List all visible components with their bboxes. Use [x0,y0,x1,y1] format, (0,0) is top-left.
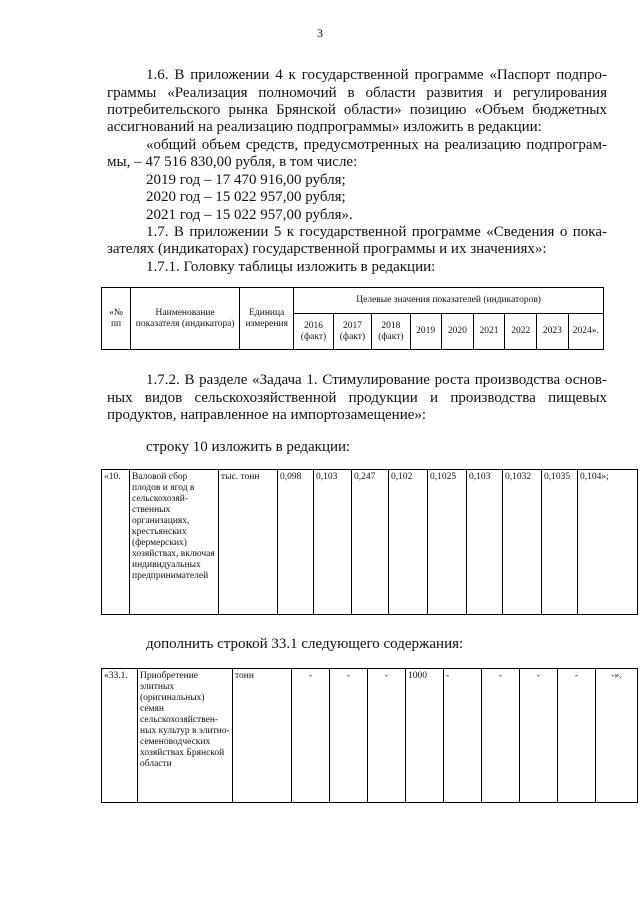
text-line: продуктов, направленное на импортозамещение»: [107,407,427,423]
row33-value: - [558,669,596,803]
row33-intro: дополнить строкой 33.1 следующего содержания: [146,636,464,652]
text-line: ных видов сельскохозяйственной продукции и производства пищевых [107,390,607,406]
row33-value: - [520,669,558,803]
text-line: граммы «Реализация полномочий в области развития и регулирования [107,85,607,101]
header-year: 2021 [473,314,504,350]
header-year: 2016 (факт) [294,314,333,350]
text-line: 2020 год – 15 022 957,00 рубля; [146,189,346,205]
row33-value: 1000 [406,669,444,803]
row10-intro: строку 10 изложить в редакции: [146,439,351,455]
row33-value: - [292,669,330,803]
text-line: «общий объем средств, предусмотренных на реализацию подпрограм- [146,137,607,153]
text-line: 1.7.1. Головку таблицы изложить в редакции: [146,259,436,275]
text-line: потребительского рынка Брянской области» позицию «Объем бюджетных [107,102,607,118]
text-line: 1.7. В приложении 5 к государственной программе «Сведения о пока- [146,224,607,240]
row33-table [101,668,638,803]
row10-value: 0,103 [314,470,352,615]
text-line: 1.7.2. В разделе «Задача 1. Стимулирование роста производства основ- [146,372,607,388]
row33-value: - [368,669,406,803]
row10-value: 0,1032 [503,470,542,615]
text-line: 1.6. В приложении 4 к государственной программе «Паспорт подпро- [146,67,607,83]
header-year: 2017 (факт) [333,314,371,350]
row10-value: 0,1025 [428,470,467,615]
header-col-targets: Целевые значения показателей (индикаторов) [294,288,604,314]
row10-value: 0,247 [352,470,389,615]
row33-value: - [330,669,368,803]
header-year: 2019 [410,314,441,350]
row33-value: - [444,669,482,803]
text-line: мы, – 47 516 830,00 рубля, в том числе: [107,154,358,170]
row10-unit: тыс. тонн [219,470,278,615]
header-col-unit: Единица измерения [240,288,294,350]
header-table [101,287,604,350]
text-line: ассигнований на реализацию подпрограммы» изложить в редакции: [107,119,542,135]
header-year: 2020 [441,314,473,350]
header-year: 2023 [537,314,568,350]
row33-unit: тонн [233,669,292,803]
row33-value: - [482,669,520,803]
text-line: 2019 год – 17 470 916,00 рубля; [146,172,346,188]
header-year: 2022 [505,314,537,350]
page-number: 3 [317,26,323,40]
row10-value: 0,098 [278,470,314,615]
row10-name: Валовой сбор плодов и ягод в сельскохозяй-ственных организациях, крестьянских (фермерских) хозяйствах, включая индивидуальных предпринимателей [130,470,219,615]
header-year: 2024». [568,314,603,350]
header-col-name: Наименование показателя (индикатора) [131,288,240,350]
text-line: 2021 год – 15 022 957,00 рубля». [146,207,353,223]
row10-value: 0,1035 [542,470,578,615]
row33-value: -». [596,669,638,803]
header-col-number: «№ пп [102,288,131,350]
row10-number: «10. [102,470,130,615]
row10-value: 0,102 [389,470,428,615]
row10-table [101,469,638,615]
row33-name: Приобретение элитных (оригинальных) семян сельскохозяйствен-ных культур в элитно-семеноводческих хозяйствах Брянской области [138,669,233,803]
row33-number: «33.1. [102,669,138,803]
text-line: зателях (индикаторах) государственной программы и их значениях»: [107,241,547,257]
row10-value: 0,103 [467,470,503,615]
header-year: 2018 (факт) [372,314,410,350]
row10-value: 0,104»; [578,470,638,615]
